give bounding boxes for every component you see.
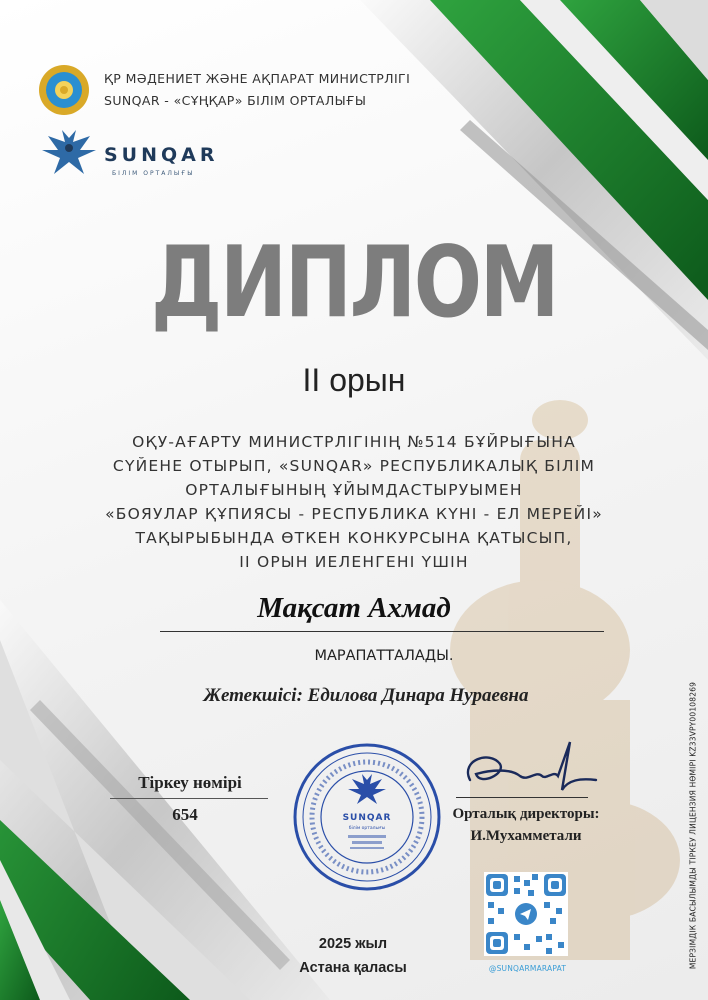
- director-name: И.Мухамметали: [470, 828, 582, 844]
- center-name: SUNQAR - «СҰҢҚАР» БІЛІМ ОРТАЛЫҒЫ: [104, 93, 367, 108]
- qr-code[interactable]: [484, 872, 568, 956]
- sunqar-logo: [38, 128, 238, 188]
- social-handle[interactable]: @SUNQARMARAPAT: [488, 964, 567, 973]
- body-line: ОРТАЛЫҒЫНЫҢ ҰЙЫМДАСТЫРУЫМЕН: [185, 481, 523, 499]
- ministry-name: ҚР МӘДЕНИЕТ ЖӘНЕ АҚПАРАТ МИНИСТРЛІГІ: [104, 71, 411, 86]
- diploma-title: ДИПЛОМ: [150, 226, 558, 340]
- awarded-text: МАРАПАТТАЛАДЫ.: [314, 648, 454, 664]
- registration-label: Тіркеу нөмірі: [138, 773, 242, 792]
- place-label: II орын: [302, 362, 406, 398]
- logo-subtitle: БІЛІМ ОРТАЛЫҒЫ: [112, 170, 195, 177]
- director-title: Орталық директоры:: [452, 806, 600, 822]
- logo-word: SUNQAR: [104, 144, 219, 166]
- director-signature: [450, 740, 600, 800]
- body-line: СҮЙЕНЕ ОТЫРЫП, «SUNQAR» РЕСПУБЛИКАЛЫҚ БІЛІМ: [112, 457, 596, 475]
- body-line: ОҚУ-АҒАРТУ МИНИСТРЛІГІНІҢ №514 БҰЙРЫҒЫНА: [132, 433, 576, 451]
- recipient-name: Мақсат Ахмад: [257, 592, 451, 624]
- registration-number: 654: [172, 805, 198, 824]
- body-line: ТАҚЫРЫБЫНДА ӨТКЕН КОНКУРСЫНА ҚАТЫСЫП,: [135, 529, 573, 547]
- supervisor-line: Жетекшісі: Едилова Динара Нураевна: [203, 685, 529, 706]
- diploma-body: [40, 430, 668, 574]
- stamp-subtitle: білім орталығы: [348, 826, 386, 831]
- registration-divider: [110, 798, 268, 799]
- recipient-underline: [160, 631, 604, 632]
- official-stamp: [292, 742, 442, 892]
- body-line: II ОРЫН ИЕЛЕНГЕНІ ҮШІН: [239, 553, 469, 571]
- header: [38, 64, 498, 120]
- falcon-icon: [38, 128, 100, 184]
- kazakhstan-emblem-icon: [38, 64, 90, 116]
- license-text: МЕРЗІМДІК БАСЫЛЫМДЫ ТІРКЕУ ЛИЦЕНЗИЯ НӨМІРІ KZ33VPY00108269: [688, 681, 698, 970]
- stamp-word: SUNQAR: [342, 813, 392, 823]
- body-line: «БОЯУЛАР ҚҰПИЯСЫ - РЕСПУБЛИКА КҮНІ - ЕЛ МЕРЕЙІ»: [105, 505, 603, 523]
- issue-year: 2025 жыл: [318, 936, 388, 952]
- signature-line: [456, 797, 588, 798]
- issue-city: Астана қаласы: [299, 960, 407, 976]
- license-vertical: [686, 668, 700, 988]
